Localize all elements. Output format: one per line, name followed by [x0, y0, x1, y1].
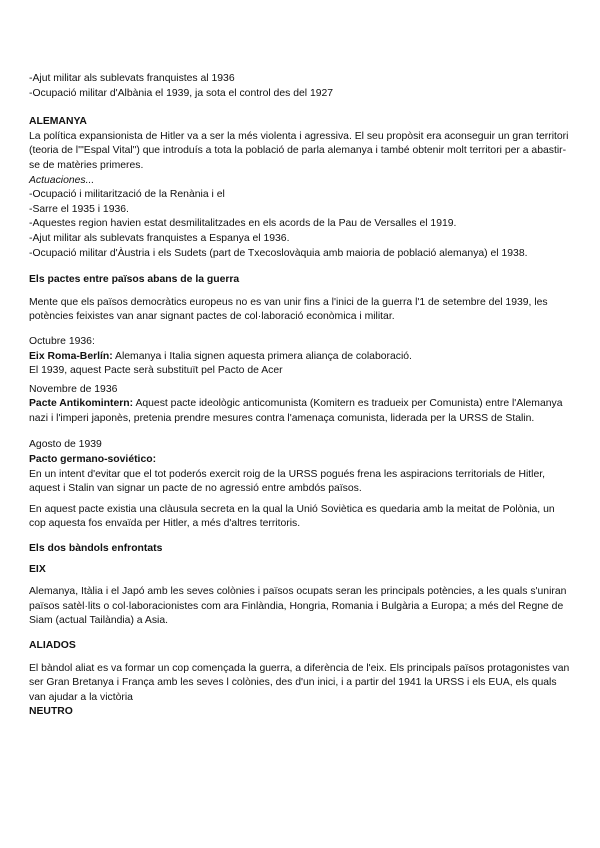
aliados-heading: ALIADOS	[29, 640, 76, 651]
alemanya-item: -Ocupació i militarització de la Renània i el	[29, 189, 225, 201]
intro-line: -Ocupació militar d'Albània el 1939, ja sota el control des del 1927	[29, 87, 334, 99]
eix-text: Alemanya, Itàlia i el Japó amb les seves colònies i països ocupats seran les principals potències, a les quals s'uniran països satèl·lits o col·laboracionistes com ara Finlàndia, Hongria, Romania i Bulgària a Europa; a més del Regne de Siam (actual Tailàndia) a Asia.	[29, 586, 567, 627]
bandols-heading: Els dos bàndols enfrontats	[29, 543, 163, 555]
germano-sovietic-title: Pacto germano-soviético:	[29, 454, 157, 466]
alemanya-item: -Ajut militar als sublevats franquistes a Espanya el 1936.	[29, 232, 290, 244]
alemanya-paragraph: La política expansionista de Hitler va a ser la més violenta i agressiva. El seu propòsit era aconseguir un gran territori (teoria de l'"Espal Vital") que introduís a tota la població de parla alemanya i també obtenir molt territori per a abastir-se de matèries primeres.	[29, 130, 569, 171]
antikomintern-title: Pacte Antikomintern:	[29, 398, 134, 410]
alemanya-heading: ALEMANYA	[29, 116, 87, 128]
pactes-intro: Mente que els països democràtics europeus no es van unir fins a l'inici de la guerra l'1 de setembre del 1939, les potències feixistes van anar signant pactes de col·laboració econòmica i militar.	[29, 296, 548, 323]
antikomintern-text: Aquest pacte ideològic anticomunista (Komitern es tradueix per Comunista) entre l'Alemanya nazi i l'imperi japonès, pretenia prendre mesures contra l'amenaça comunista, liderada per la URSS de Stalin.	[29, 398, 563, 424]
roma-berlin-text: Alemanya i Italia signen aquesta primera aliança de colaboració.	[112, 350, 412, 362]
alemanya-item: -Ocupació militar d'Àustria i els Sudets (part de Txecoslovàquia amb maioria de població alemanya) el 1938.	[29, 247, 528, 259]
germano-sovietic-clause: En aquest pacte existia una clàusula secreta en la qual la Unió Soviètica es quedaria amb la meitat de Polònia, un cop aquesta fos envaïda per Hitler, a més d'altres territoris.	[29, 503, 555, 530]
document-page	[29, 72, 574, 720]
intro-line: -Ajut militar als sublevats franquistes al 1936	[29, 73, 235, 84]
actuaciones-label: Actuaciones...	[29, 174, 95, 186]
pactes-heading: Els pactes entre països abans de la guerra	[29, 274, 240, 286]
alemanya-item: -Sarre el 1935 i 1936.	[29, 203, 129, 215]
antikomintern-entry	[29, 397, 574, 426]
antikomintern-date: Novembre de 1936	[29, 383, 118, 395]
germano-sovietic-date: Agosto de 1939	[29, 439, 102, 451]
neutro-heading: NEUTRO	[29, 706, 73, 718]
roma-berlin-date: Octubre 1936:	[29, 335, 95, 347]
aliados-text: El bàndol aliat es va formar un cop començada la guerra, a diferència de l'eix. Els principals països protagonistes van ser Gran Bretanya i França amb les seves l colònies, des d'un inici, i a partir del 1941 la URSS i els EUA, els quals van ajudar a la victòria	[29, 662, 570, 703]
roma-berlin-note: El 1939, aquest Pacte serà substituït pel Pacto de Acer	[29, 365, 283, 377]
roma-berlin-entry	[29, 350, 574, 365]
roma-berlin-title: Eix Roma-Berlín:	[29, 350, 113, 362]
germano-sovietic-text: En un intent d'evitar que el tot poderós exercit roig de la URSS pogués frena les aspiracions territorials de Hitler, aquest i Stalin van signar un pacte de no agressió entre ambdós països.	[29, 468, 546, 495]
eix-heading: EIX	[29, 563, 46, 575]
alemanya-item: -Aquestes region havien estat desmilitalitzades en els acords de la Pau de Versalles el 1919.	[29, 218, 457, 230]
